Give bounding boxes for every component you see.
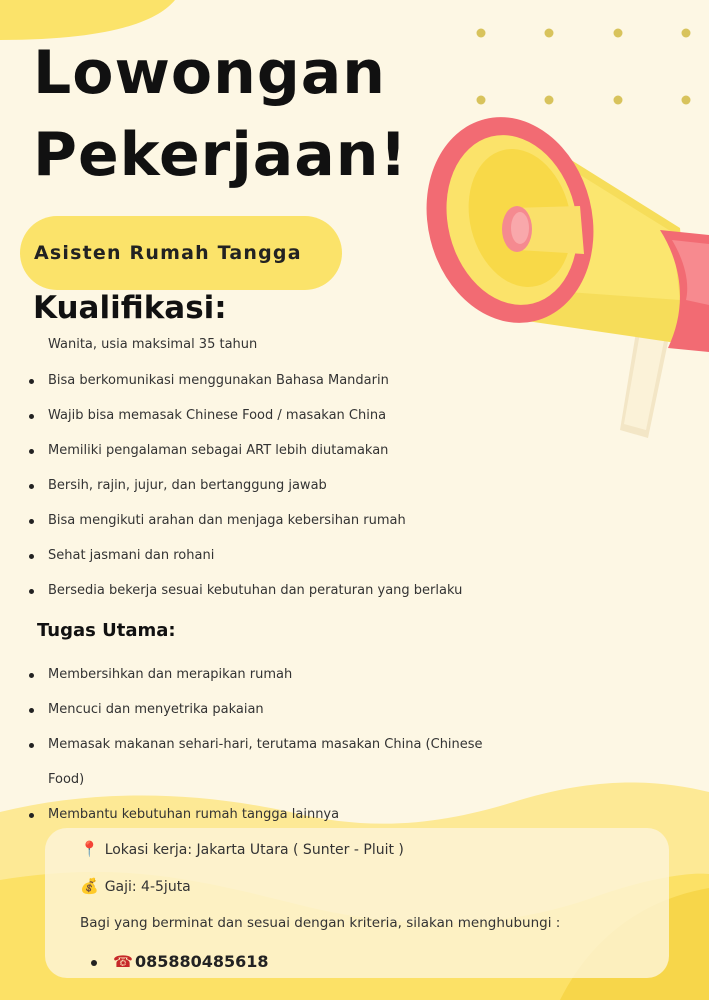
bullet-dot: [91, 960, 97, 966]
list-item: Wajib bisa memasak Chinese Food / masakan China: [0, 398, 560, 433]
list-item: Bersih, rajin, jujur, dan bertanggung jawab: [0, 468, 560, 503]
list-item: Memiliki pengalaman sebagai ART lebih diutamakan: [0, 433, 560, 468]
phone-number[interactable]: 085880485618: [134, 952, 269, 971]
duties-list: [0, 657, 560, 832]
contact-note: Bagi yang berminat dan sesuai dengan kriteria, silakan menghubungi :: [80, 915, 561, 931]
list-item: Membersihkan dan merapikan rumah: [0, 657, 560, 692]
money-bag-icon: 💰: [80, 877, 99, 895]
title-line-1: Lowongan: [33, 38, 386, 108]
location-line: [80, 840, 404, 858]
list-item: Mencuci dan menyetrika pakaian: [0, 692, 560, 727]
qualifications-intro: Wanita, usia maksimal 35 tahun: [48, 337, 258, 352]
list-item: Bisa mengikuti arahan dan menjaga kebersihan rumah: [0, 503, 560, 538]
location-text: Lokasi kerja: Jakarta Utara ( Sunter - Pluit ): [104, 842, 404, 858]
telephone-icon: ☎: [113, 952, 133, 971]
position-badge: [20, 216, 342, 290]
qualifications-list: [0, 363, 560, 608]
qualifications-heading: Kualifikasi:: [33, 290, 227, 326]
salary-line: [80, 877, 191, 895]
map-pin-icon: 📍: [80, 840, 99, 858]
position-label: Asisten Rumah Tangga: [34, 242, 302, 264]
list-item: Membantu kebutuhan rumah tangga lainnya: [0, 797, 560, 832]
list-item: Bisa berkomunikasi menggunakan Bahasa Mandarin: [0, 363, 560, 398]
list-item: Bersedia bekerja sesuai kebutuhan dan peraturan yang berlaku: [0, 573, 560, 608]
poster-title: [33, 32, 408, 196]
duties-heading: Tugas Utama:: [37, 620, 176, 641]
title-line-2: Pekerjaan!: [33, 120, 408, 190]
salary-text: Gaji: 4-5juta: [104, 879, 191, 895]
list-item: [0, 727, 560, 797]
phone-line: [91, 952, 269, 971]
list-item-text: Memasak makanan sehari-hari, terutama masakan China (Chinese Food): [48, 737, 483, 787]
list-item: Sehat jasmani dan rohani: [0, 538, 560, 573]
